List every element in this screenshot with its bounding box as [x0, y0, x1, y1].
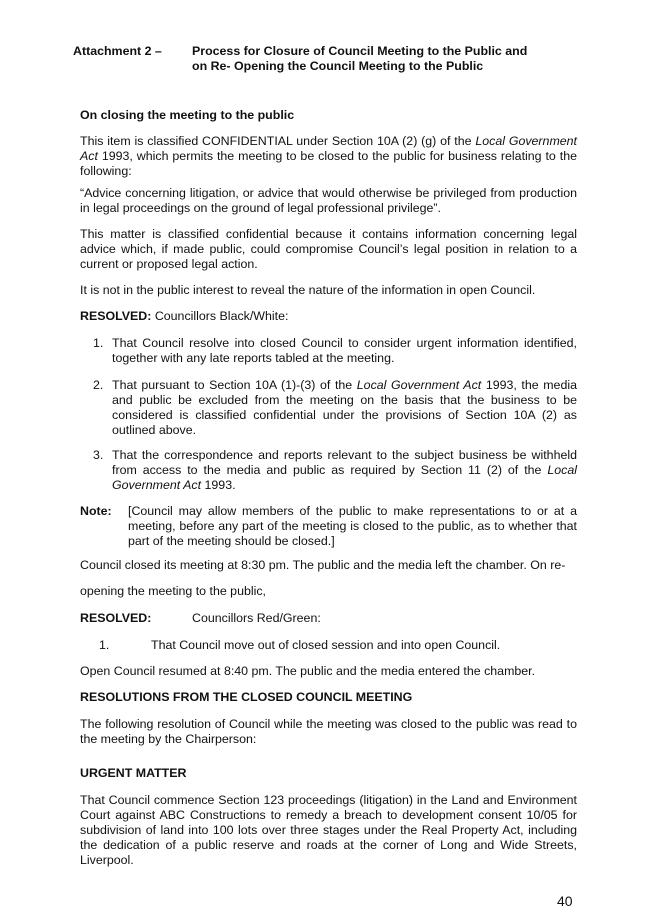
list-item-number: 1. — [93, 336, 104, 350]
attachment-label: Attachment 2 – — [73, 44, 162, 58]
act-name: Local Government Act — [112, 463, 577, 492]
note-label: Note: — [80, 504, 112, 518]
para1-text-b: 1993, which permits the meeting to be closed to the public for business relating to the following: — [80, 149, 577, 178]
list-item-text — [112, 378, 577, 438]
closed-meeting-line-2: opening the meeting to the public, — [80, 584, 266, 598]
resolved2-item-text: That Council move out of closed session and into open Council. — [151, 638, 501, 652]
resolved-label-2: RESOLVED: — [80, 611, 152, 625]
advice-quote: “Advice concerning litigation, or advice that would otherwise be privileged from production in legal proceedings on the ground of legal professional privilege”. — [80, 186, 577, 215]
note-text: [Council may allow members of the public to make representations to or at a meeting, before any part of the meeting is closed to the public, as to whether that part of the meeting should be closed.] — [128, 504, 577, 548]
closed-meeting-line-1: Council closed its meeting at 8:30 pm. The public and the media left the chamber. On re- — [80, 558, 566, 572]
act-name: Local Government Act — [356, 378, 482, 392]
document-title — [192, 44, 592, 74]
closing-heading: On closing the meeting to the public — [80, 108, 295, 122]
resolved2-item-number: 1. — [99, 638, 110, 652]
act-name: Local Government Act — [80, 134, 577, 163]
resolved-movers-2: Councillors Red/Green: — [192, 611, 321, 625]
list-item-text — [112, 448, 577, 493]
public-interest-statement: It is not in the public interest to reveal the nature of the information in open Council. — [80, 283, 536, 297]
confidential-reason: This matter is classified confidential because it contains information concerning legal advice which, if made public, could compromise Council’s legal position in relation to a current or proposed legal action. — [80, 227, 577, 271]
open-council-resumed: Open Council resumed at 8:40 pm. The public and the media entered the chamber. — [80, 664, 536, 678]
title-line-2: on Re- Opening the Council Meeting to the Public — [192, 59, 484, 73]
title-line-1: Process for Closure of Council Meeting to the Public and — [192, 44, 528, 58]
item2-text-b: 1993, the media and public be excluded from the meeting on the basis that the business to be considered is classified confidential under the provisions of Section 10A (2) as outlined above. — [112, 378, 577, 437]
urgent-matter-heading: URGENT MATTER — [80, 766, 187, 780]
list-item-number: 2. — [93, 378, 104, 392]
resolved-line-1 — [80, 309, 577, 324]
list-item-number: 3. — [93, 448, 104, 462]
para1-text-a: This item is classified CONFIDENTIAL under Section 10A (2) (g) of the — [80, 134, 476, 148]
urgent-matter-text: That Council commence Section 123 proceedings (litigation) in the Land and Environment Court against ABC Constructions to remedy a breach to development consent 10/05 for subdivision of land into 100 lots over three stages under the Real Property Act, including the dedication of a public reserve and roads at the corner of Long and Wide Streets, Liverpool. — [80, 793, 577, 867]
resolved-label: RESOLVED: — [80, 309, 152, 323]
page-number: 40 — [557, 893, 573, 909]
item2-text-a: That pursuant to Section 10A (1)-(3) of the — [112, 378, 357, 392]
resolutions-heading: RESOLUTIONS FROM THE CLOSED COUNCIL MEETING — [80, 690, 413, 704]
resolved-movers: Councillors Black/White: — [151, 309, 289, 323]
confidential-paragraph — [80, 134, 577, 179]
item3-text-b: 1993. — [201, 478, 236, 492]
list-item-text: That Council resolve into closed Council to consider urgent information identified, together with any late reports tabled at the meeting. — [112, 336, 577, 365]
resolutions-text: The following resolution of Council while the meeting was closed to the public was read to the meeting by the Chairperson: — [80, 717, 577, 746]
item3-text-a: That the correspondence and reports relevant to the subject business be withheld from access to the media and public as required by Section 11 (2) of the — [112, 448, 577, 477]
